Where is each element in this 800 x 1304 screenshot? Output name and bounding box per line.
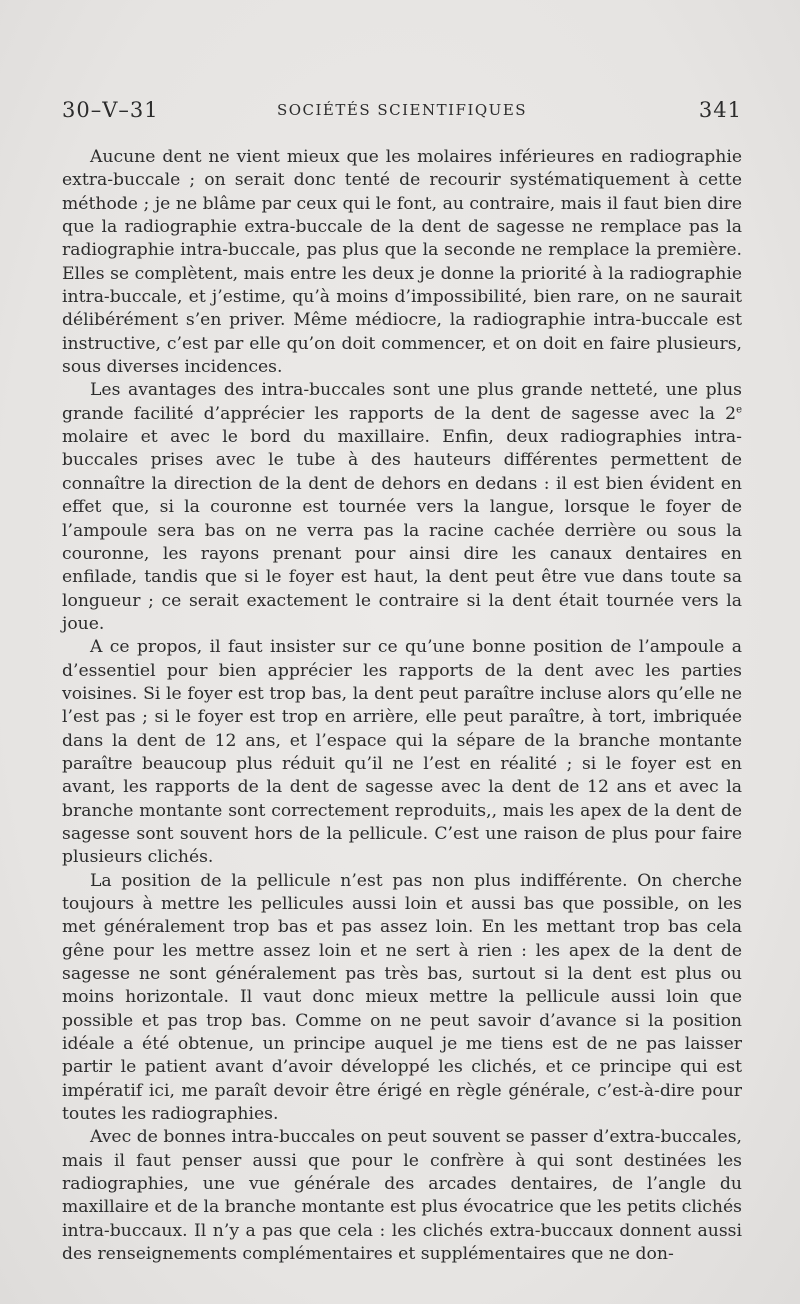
paragraph-1: Aucune dent ne vient mieux que les molaires inférieures en radiographie extra-buccale ; on serait donc tenté de recourir systématiquement à cette méthode ; je ne blâme par ceux qui le font, au contraire, mais il faut bien dire que la radiographie extra-buccale de la dent de sagesse ne remplace pas la radiographie intra-buccale, pas plus que la seconde ne remplace la première. Elles se complètent, mais entre les deux je donne la priorité à la radiographie intra-buccale, et j’estime, qu’à moins d’impossibilité, bien rare, on ne saurait délibérément s’en priver. Même médiocre, la radiographie intra-buccale est instructive, c’est par elle qu’on doit commencer, et on doit en faire plusieurs, sous diverses incidences. (62, 147, 742, 378)
paragraph-2-part-a: Les avantages des intra-buccales sont une plus grande netteté, une plus grande facilité d’apprécier les rapports de la dent de sagesse avec la 2 (62, 380, 742, 424)
body-text (62, 146, 742, 1267)
page-number: 341 (698, 98, 742, 122)
paragraph-2-part-b: molaire et avec le bord du maxillaire. Enfin, deux radiographies intra-buccales prises avec le tube à des hauteurs différentes permettent de connaître la direction de la dent de dehors en dedans : il est bien évident en effet que, si la couronne est tournée vers la langue, lorsque le foyer de l’ampoule sera bas on ne verra pas la racine cachée derrière ou sous la couronne, les rayons prenant pour ainsi dire les canaux dentaires en enfilade, tandis que si le foyer est haut, la dent peut être vue dans toute sa longueur ; ce serait exactement le contraire si la dent était tournée vers la joue. (62, 427, 742, 634)
paragraph-2 (62, 379, 742, 636)
superscript-e: e (736, 404, 742, 416)
header-running-title: SOCIÉTÉS SCIENTIFIQUES (276, 101, 528, 119)
paragraph-3: A ce propos, il faut insister sur ce qu’une bonne position de l’ampoule a d’essentiel pour bien apprécier les rapports de la dent avec les parties voisines. Si le foyer est trop bas, la dent peut paraître incluse alors qu’elle ne l’est pas ; si le foyer est trop en arrière, elle peut paraître, à tort, imbriquée dans la dent de 12 ans, et l’espace qui la sépare de la branche montante paraître beaucoup plus réduit qu’il ne l’est en réalité ; si le foyer est en avant, les rapports de la dent de sagesse avec la dent de 12 ans et avec la branche montante sont correctement reproduits,, mais les apex de la dent de sagesse sont souvent hors de la pellicule. C’est une raison de plus pour faire plusieurs clichés. (62, 637, 742, 868)
paragraph-4: La position de la pellicule n’est pas non plus indifférente. On cherche toujours à mettre les pellicules aussi loin et aussi bas que possible, on les met généralement trop bas et pas assez loin. En les mettant trop bas cela gêne pour les mettre assez loin et ne sert à rien : les apex de la dent de sagesse ne sont généralement pas très bas, surtout si la dent est plus ou moins horizontale. Il vaut donc mieux mettre la pellicule aussi loin que possible et pas trop bas. Comme on ne peut savoir d’avance si la position idéale a été obtenue, un principe auquel je me tiens est de ne pas laisser partir le patient avant d’avoir développé les clichés, et ce principe qui est impératif ici, me paraît devoir être érigé en règle générale, c’est-à-dire pour toutes les radiographies. (62, 870, 742, 1125)
header-date: 30–V–31 (62, 98, 159, 122)
page-header (62, 98, 742, 128)
paragraph-5: Avec de bonnes intra-buccales on peut souvent se passer d’extra-buccales, mais il faut penser aussi que pour le confrère à qui sont destinées les radiographies, une vue générale des arcades dentaires, de l’angle du maxillaire et de la branche montante est plus évocatrice que les petits clichés intra-buccaux. Il n’y a pas que cela : les clichés extra-buccaux donnent aussi des renseignements complémentaires et supplémentaires que ne don- (62, 1127, 742, 1265)
